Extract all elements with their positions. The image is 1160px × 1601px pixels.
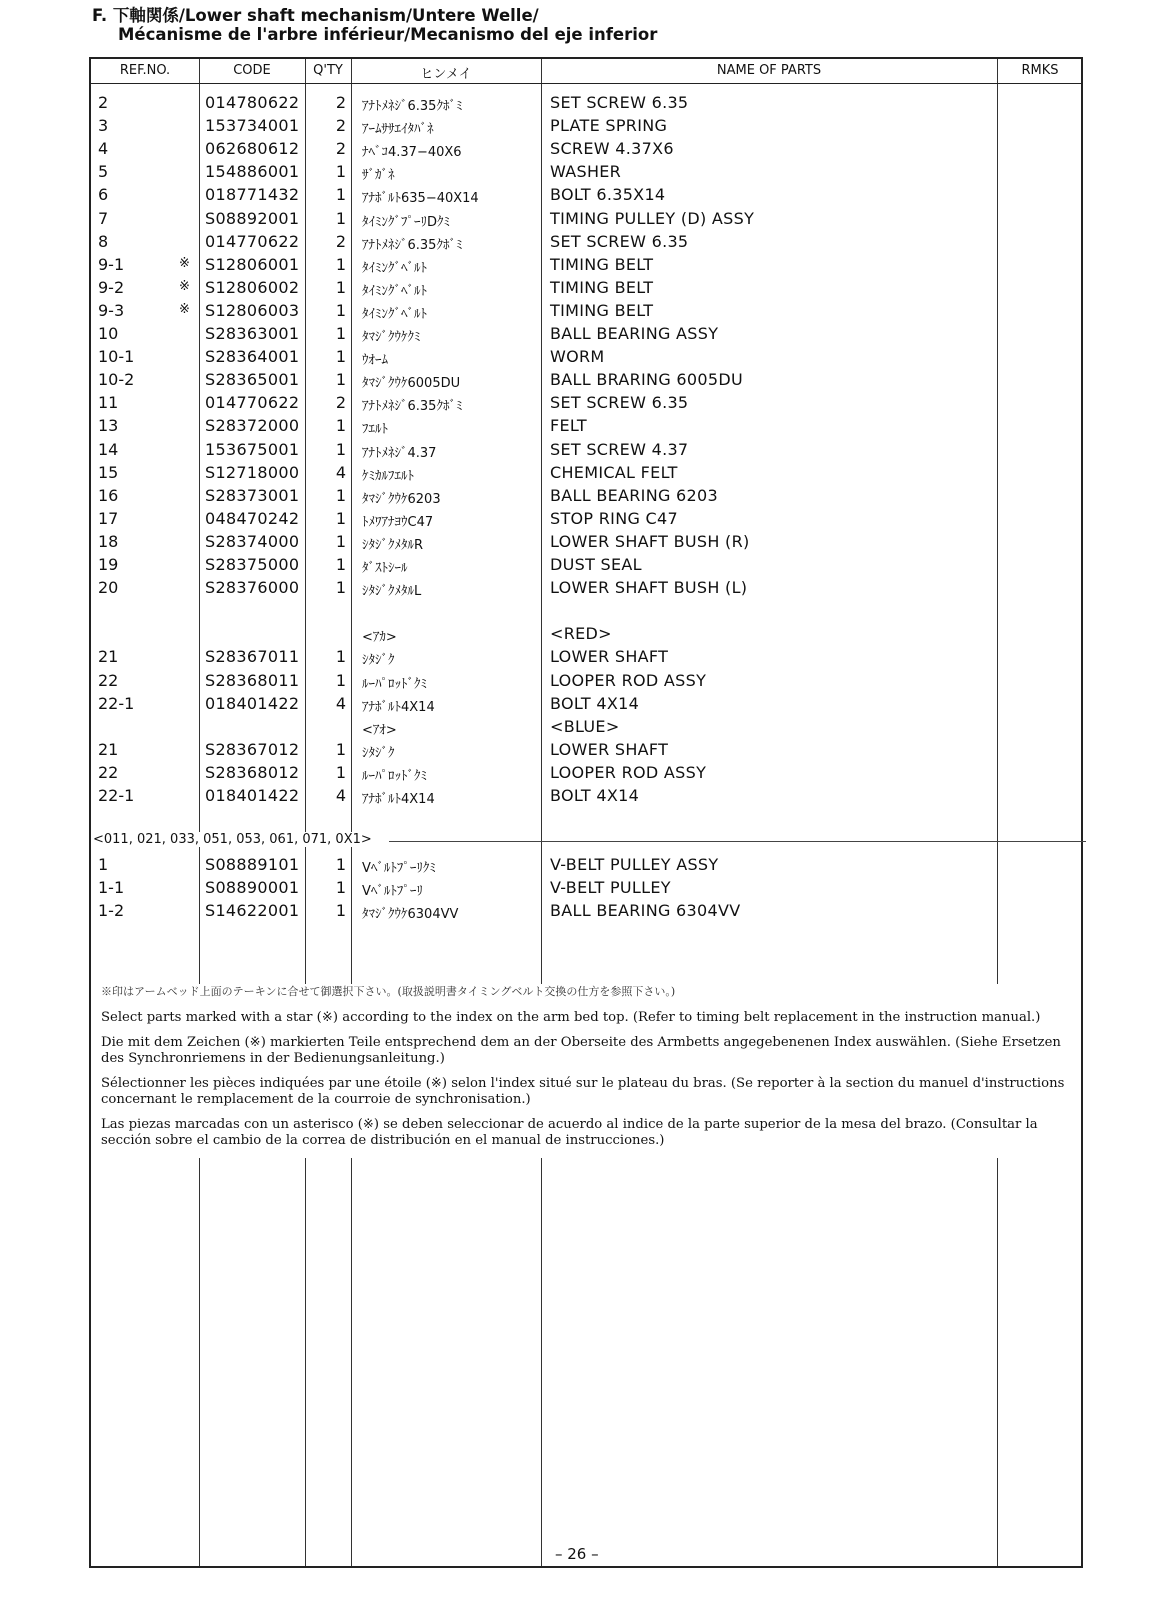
ref-no-cell: 8	[98, 231, 109, 251]
kana-name-cell: ｼﾀｼﾞｸﾒﾀﾙL	[362, 584, 422, 600]
ref-no-cell: 13	[98, 416, 119, 436]
model-section-divider	[91, 829, 1081, 853]
part-name-cell: TIMING PULLEY (D) ASSY	[550, 208, 755, 228]
kana-name-cell: Vﾍﾞﾙﾄﾌﾟｰﾘｸﾐ	[362, 861, 436, 876]
ref-no-cell: 22-1	[98, 693, 135, 713]
kana-name-cell: ﾀﾏｼﾞｸｳｹ6304VV	[362, 907, 459, 923]
code-cell: 018771432	[205, 185, 300, 205]
ref-no-cell: 1	[98, 855, 109, 874]
qty-cell: 2	[335, 231, 346, 251]
ref-no-cell: 11	[98, 393, 119, 413]
part-name-cell: TIMING BELT	[550, 254, 654, 274]
table-header	[91, 59, 1081, 84]
table-row	[91, 438, 1081, 461]
code-cell: S28364001	[205, 347, 300, 367]
kana-name-cell: ｹﾐｶﾙﾌｴﾙﾄ	[362, 468, 414, 484]
kana-name-cell: ﾀﾏｼﾞｸｳｹ6203	[362, 491, 441, 507]
part-name-cell: TIMING BELT	[550, 300, 654, 320]
note-german: Die mit dem Zeichen (※) markierten Teile entsprechend dem an der Oberseite des Armbetts angegebenenen Index auswählen. (Siehe Ersetzen des Synchronriemens in der Bedienungsanleitung.)	[101, 1035, 1061, 1066]
page-number: – 26 –	[549, 1545, 605, 1563]
table-row	[91, 322, 1081, 345]
note-japanese: ※印はアームベッド上面のテーキンに合せて御選択下さい。(取扱説明書タイミングベルト交換の仕方を参照下さい。)	[101, 985, 676, 998]
section-rule	[389, 841, 1086, 842]
code-cell: S28368011	[205, 670, 300, 690]
kana-name-cell: ﾀｲﾐﾝｸﾞﾌﾟｰﾘDｸﾐ	[362, 214, 451, 230]
kana-name-cell: ｱﾅﾎﾞﾙﾄ4X14	[362, 699, 435, 715]
table-row	[91, 183, 1081, 206]
ref-no-cell: 2	[98, 93, 109, 112]
header-remarks: RMKS	[1021, 63, 1059, 78]
kana-name-cell: ﾙｰﾊﾟﾛｯﾄﾞｸﾐ	[362, 768, 427, 784]
qty-cell: 4	[335, 462, 346, 482]
qty-cell: 2	[335, 116, 346, 136]
ref-no-cell: 21	[98, 739, 119, 759]
ref-no-cell: 20	[98, 578, 119, 598]
header-name-of-parts: NAME OF PARTS	[716, 63, 822, 78]
ref-no-cell: 9-2	[98, 277, 125, 297]
part-name-cell: BOLT 6.35X14	[550, 185, 666, 205]
table-row	[91, 484, 1081, 507]
kana-name-cell: ｼﾀｼﾞｸﾒﾀﾙR	[362, 537, 424, 553]
qty-cell: 2	[335, 393, 346, 413]
part-name-cell: LOWER SHAFT BUSH (R)	[550, 531, 750, 551]
qty-cell: 1	[335, 555, 346, 574]
kana-name-cell: ｱﾅﾄﾒﾈｼﾞ6.35ｸﾎﾞﾐ	[362, 237, 463, 253]
selection-notes	[101, 984, 1071, 1158]
part-name-cell: FELT	[550, 416, 587, 436]
ref-no-cell: 22	[98, 670, 119, 690]
qty-cell: 1	[335, 208, 346, 228]
qty-cell: 1	[335, 370, 346, 390]
qty-cell: 1	[335, 162, 346, 182]
code-cell: S28368012	[205, 762, 300, 782]
kana-name-cell: ｱﾅﾄﾒﾈｼﾞ6.35ｸﾎﾞﾐ	[362, 399, 463, 415]
kana-name-cell: ｱﾅﾎﾞﾙﾄ635−40X14	[362, 191, 479, 207]
qty-cell: 1	[335, 855, 346, 874]
table-row	[91, 207, 1081, 230]
code-cell: 062680612	[205, 139, 300, 159]
heading-line-1: F. 下軸関係/Lower shaft mechanism/Untere Welle/	[92, 6, 539, 25]
table-row	[91, 137, 1081, 160]
kana-name-cell: ﾅﾍﾞｺ4.37−40X6	[362, 145, 462, 161]
table-row	[91, 553, 1081, 576]
part-name-cell: BOLT 4X14	[550, 693, 640, 713]
kana-name-cell: ﾀﾏｼﾞｸｳｹ6005DU	[362, 376, 461, 392]
code-cell: 014780622	[205, 93, 300, 112]
part-name-cell: SET SCREW 6.35	[550, 93, 689, 112]
heading-line-2: Mécanisme de l'arbre inférieur/Mecanismo del eje inferior	[118, 25, 658, 44]
code-cell: 014770622	[205, 231, 300, 251]
code-cell: S28374000	[205, 531, 300, 551]
ref-no-cell: 15	[98, 462, 119, 482]
table-row	[91, 784, 1081, 807]
table-row	[91, 114, 1081, 137]
table-row	[91, 507, 1081, 530]
table-row	[91, 230, 1081, 253]
table-row	[91, 599, 1081, 622]
part-name-cell: LOOPER ROD ASSY	[550, 762, 707, 782]
qty-cell: 1	[335, 185, 346, 205]
qty-cell: 1	[335, 254, 346, 274]
ref-no-cell: 9-1	[98, 254, 125, 274]
table-row	[91, 669, 1081, 692]
part-name-cell: SET SCREW 6.35	[550, 393, 689, 413]
table-row	[91, 738, 1081, 761]
page-heading	[92, 6, 1092, 44]
part-name-cell: BALL BRARING 6005DU	[550, 370, 743, 390]
kana-name-cell: Vﾍﾞﾙﾄﾌﾟｰﾘ	[362, 884, 423, 900]
kana-name-cell: ﾀｲﾐﾝｸﾞﾍﾞﾙﾄ	[362, 306, 427, 322]
code-cell: S28365001	[205, 370, 300, 390]
ref-no-cell: 1-1	[98, 878, 125, 898]
note-spanish: Las piezas marcadas con un asterisco (※) se deben seleccionar de acuerdo al indice de la parte superior de la mesa del brazo. (Consultar la sección sobre el cambio de la correa de distribución en el manual de instrucciones.)	[101, 1117, 1038, 1148]
ref-no-cell: 19	[98, 555, 119, 574]
qty-cell: 1	[335, 901, 346, 921]
code-cell: 018401422	[205, 693, 300, 713]
table-row	[91, 160, 1081, 183]
part-name-cell: <RED>	[550, 624, 612, 644]
table-row	[91, 414, 1081, 437]
part-name-cell: SCREW 4.37X6	[550, 139, 674, 159]
star-mark: ※	[179, 278, 190, 294]
part-name-cell: SET SCREW 4.37	[550, 439, 689, 459]
kana-name-cell: ﾀｲﾐﾝｸﾞﾍﾞﾙﾄ	[362, 283, 427, 299]
table-row	[91, 299, 1081, 322]
table-row	[91, 645, 1081, 668]
code-cell: S28372000	[205, 416, 300, 436]
ref-no-cell: 18	[98, 531, 119, 551]
table-row	[91, 899, 1081, 922]
code-cell: S28367012	[205, 739, 300, 759]
code-cell: 153675001	[205, 439, 300, 459]
table-row	[91, 715, 1081, 738]
part-name-cell: V-BELT PULLEY	[550, 878, 671, 898]
part-name-cell: LOWER SHAFT	[550, 739, 669, 759]
part-name-cell: BALL BEARING 6304VV	[550, 901, 741, 921]
model-section-label: <011, 021, 033, 051, 053, 061, 071, 0X1>	[91, 832, 377, 847]
code-cell: 018401422	[205, 786, 300, 805]
header-ref-no: REF.NO.	[119, 63, 171, 78]
note-french: Sélectionner les pièces indiquées par une étoile (※) selon l'index situé sur le plateau du bras. (Se reporter à la section du manuel d'instructions concernant le remplacement de la courroie de synchronisation.)	[101, 1076, 1065, 1107]
part-name-cell: BALL BEARING ASSY	[550, 324, 719, 343]
kana-name-cell: ｱﾅﾄﾒﾈｼﾞ6.35ｸﾎﾞﾐ	[362, 99, 463, 114]
qty-cell: 1	[335, 878, 346, 898]
ref-no-cell: 10-2	[98, 370, 135, 390]
table-row	[91, 345, 1081, 368]
table-row	[91, 91, 1081, 114]
ref-no-cell: 10-1	[98, 347, 135, 367]
code-cell: S12806003	[205, 300, 300, 320]
qty-cell: 1	[335, 439, 346, 459]
ref-no-cell: 3	[98, 116, 109, 136]
table-row	[91, 853, 1081, 876]
table-row	[91, 530, 1081, 553]
table-row	[91, 253, 1081, 276]
table-row	[91, 461, 1081, 484]
qty-cell: 1	[335, 762, 346, 782]
qty-cell: 1	[335, 300, 346, 320]
ref-no-cell: 1-2	[98, 901, 125, 921]
kana-name-cell: ｳｵｰﾑ	[362, 353, 388, 369]
note-english: Select parts marked with a star (※) according to the index on the arm bed top. (Refer to timing belt replacement in the instruction manual.)	[101, 1009, 1041, 1025]
kana-name-cell: ｼﾀｼﾞｸ	[362, 653, 395, 669]
table-row	[91, 276, 1081, 299]
part-name-cell: <BLUE>	[550, 716, 620, 736]
kana-name-cell: ｼﾀｼﾞｸ	[362, 745, 395, 761]
part-name-cell: PLATE SPRING	[550, 116, 668, 136]
code-cell: S28367011	[205, 647, 300, 667]
qty-cell: 1	[335, 578, 346, 598]
part-name-cell: CHEMICAL FELT	[550, 462, 678, 482]
table-row	[91, 761, 1081, 784]
ref-no-cell: 16	[98, 485, 119, 505]
code-cell: S12718000	[205, 462, 300, 482]
parts-table	[89, 57, 1083, 1568]
qty-cell: 4	[335, 786, 346, 805]
qty-cell: 1	[335, 508, 346, 528]
part-name-cell: LOWER SHAFT	[550, 647, 669, 667]
kana-name-cell: <ｱｶ>	[362, 630, 397, 646]
qty-cell: 1	[335, 277, 346, 297]
code-cell: S28375000	[205, 555, 300, 574]
part-name-cell: DUST SEAL	[550, 555, 642, 574]
part-name-cell: TIMING BELT	[550, 277, 654, 297]
table-row	[91, 622, 1081, 645]
qty-cell: 2	[335, 93, 346, 112]
kana-name-cell: ﾀﾏｼﾞｸｳｹｸﾐ	[362, 330, 421, 345]
ref-no-cell: 6	[98, 185, 109, 205]
table-row	[91, 876, 1081, 899]
qty-cell: 1	[335, 647, 346, 667]
table-row	[91, 692, 1081, 715]
ref-no-cell: 7	[98, 208, 109, 228]
kana-name-cell: ｱﾅﾎﾞﾙﾄ4X14	[362, 792, 435, 807]
part-name-cell: WASHER	[550, 162, 622, 182]
header-qty: Q'TY	[313, 63, 343, 78]
kana-name-cell: ﾄﾒﾜｱﾅﾖｳC47	[362, 514, 434, 530]
qty-cell: 4	[335, 693, 346, 713]
ref-no-cell: 22	[98, 762, 119, 782]
kana-name-cell: ｱｰﾑｻｻｴｲﾀﾊﾞﾈ	[362, 122, 434, 138]
kana-name-cell: ｱﾅﾄﾒﾈｼﾞ4.37	[362, 445, 437, 461]
qty-cell: 1	[335, 739, 346, 759]
kana-name-cell: ﾀﾞｽﾄｼｰﾙ	[362, 561, 408, 576]
part-name-cell: LOWER SHAFT BUSH (L)	[550, 578, 748, 598]
qty-cell: 2	[335, 139, 346, 159]
code-cell: S12806002	[205, 277, 300, 297]
part-name-cell: LOOPER ROD ASSY	[550, 670, 707, 690]
code-cell: S08892001	[205, 208, 300, 228]
part-name-cell: BALL BEARING 6203	[550, 485, 718, 505]
code-cell: 014770622	[205, 393, 300, 413]
code-cell: S08889101	[205, 855, 300, 874]
table-row	[91, 576, 1081, 599]
kana-name-cell: ﾀｲﾐﾝｸﾞﾍﾞﾙﾄ	[362, 260, 427, 276]
code-cell: 048470242	[205, 508, 300, 528]
ref-no-cell: 4	[98, 139, 109, 159]
part-name-cell: BOLT 4X14	[550, 786, 640, 805]
code-cell: S08890001	[205, 878, 300, 898]
header-kana-name: ヒンメイ	[420, 67, 472, 82]
part-name-cell: WORM	[550, 347, 605, 367]
ref-no-cell: 5	[98, 162, 109, 182]
qty-cell: 1	[335, 324, 346, 343]
ref-no-cell: 21	[98, 647, 119, 667]
code-cell: S28373001	[205, 485, 300, 505]
qty-cell: 1	[335, 416, 346, 436]
star-mark: ※	[179, 301, 190, 317]
part-name-cell: STOP RING C47	[550, 508, 678, 528]
ref-no-cell: 22-1	[98, 786, 135, 805]
code-cell: 153734001	[205, 116, 300, 136]
code-cell: S28376000	[205, 578, 300, 598]
qty-cell: 1	[335, 347, 346, 367]
code-cell: S14622001	[205, 901, 300, 921]
table-row	[91, 391, 1081, 414]
code-cell: S12806001	[205, 254, 300, 274]
kana-name-cell: <ｱｵ>	[362, 722, 397, 738]
kana-name-cell: ﾌｴﾙﾄ	[362, 422, 388, 438]
code-cell: S28363001	[205, 324, 300, 343]
header-code: CODE	[233, 63, 271, 78]
qty-cell: 1	[335, 670, 346, 690]
qty-cell: 1	[335, 531, 346, 551]
table-row	[91, 368, 1081, 391]
kana-name-cell: ﾙｰﾊﾟﾛｯﾄﾞｸﾐ	[362, 676, 427, 692]
star-mark: ※	[179, 255, 190, 271]
part-name-cell: SET SCREW 6.35	[550, 231, 689, 251]
part-name-cell: V-BELT PULLEY ASSY	[550, 855, 719, 874]
code-cell: 154886001	[205, 162, 300, 182]
ref-no-cell: 9-3	[98, 300, 125, 320]
ref-no-cell: 10	[98, 324, 119, 343]
qty-cell: 1	[335, 485, 346, 505]
ref-no-cell: 14	[98, 439, 119, 459]
ref-no-cell: 17	[98, 508, 119, 528]
kana-name-cell: ｻﾞｶﾞﾈ	[362, 168, 395, 184]
